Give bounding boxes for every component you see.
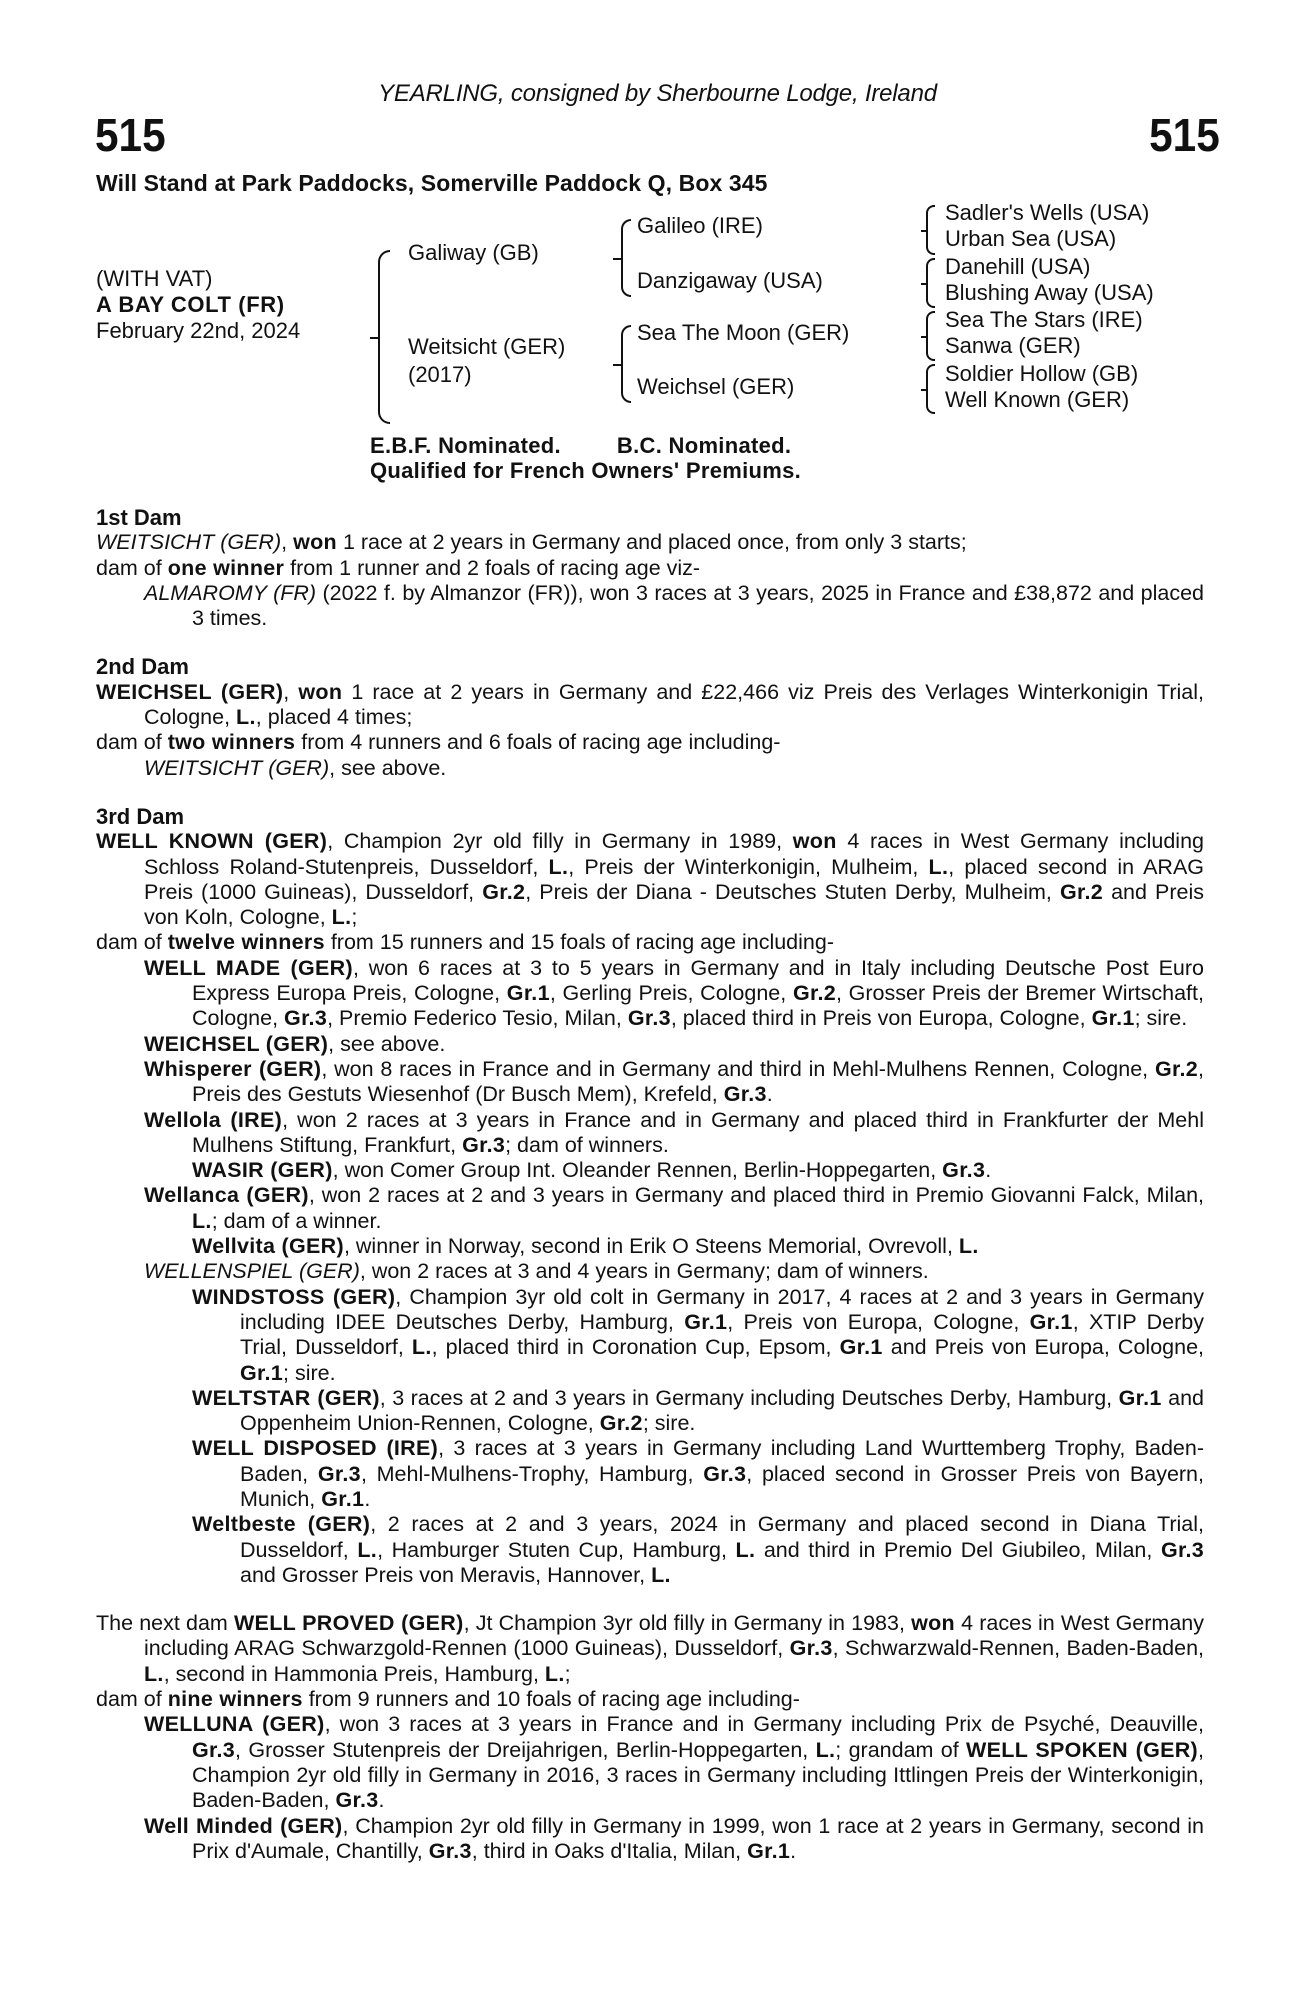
bold-text: won — [298, 679, 343, 704]
entry-text: 1 race at 2 years in Germany and £22,466 viz Preis des Verlages Winterkonigin Trial, Cologne, — [144, 679, 1204, 730]
pedigree-entry — [96, 1687, 1204, 1712]
bold-text: L. — [958, 1234, 979, 1259]
bold-text: L. — [144, 1661, 164, 1686]
bold-text: won — [911, 1611, 955, 1636]
pedigree-entry — [96, 556, 1204, 581]
entry-text: , won 8 races in France and in Germany and third in Mehl-Mulhens Rennen, Cologne, — [321, 1056, 1155, 1081]
pedigree-gen3-7: Soldier Hollow (GB) — [945, 361, 1139, 386]
entry-text: , 3 races at 3 years in Germany including Land Wurttemberg Trophy, Baden-Baden, — [240, 1436, 1204, 1486]
pedigree-dam-dam: Weichsel (GER) — [637, 374, 795, 399]
bold-text: WINDSTOSS (GER) — [192, 1284, 396, 1309]
bold-text: Gr.2 — [792, 981, 836, 1006]
bold-text: WELL SPOKEN (GER) — [966, 1737, 1199, 1762]
entry-text: , Preis des Gestuts Wiesenhof (Dr Busch Mem), Krefeld, — [192, 1056, 1204, 1107]
pedigree-entry — [96, 1512, 1204, 1588]
stand-location: Will Stand at Park Paddocks, Somerville Paddock Q, Box 345 — [96, 170, 768, 196]
entry-text: , placed third in Coronation Cup, Epsom, — [431, 1335, 840, 1360]
entry-text: , 2 races at 2 and 3 years, 2024 in Germany and placed second in Diana Trial, Dusseldorf, — [240, 1512, 1204, 1562]
entry-text: , Gerling Preis, Cologne, — [549, 981, 793, 1006]
pedigree-gen3-3: Danehill (USA) — [945, 254, 1091, 279]
pedigree-gen3-1: Sadler's Wells (USA) — [945, 200, 1150, 225]
pedigree-brace-g3-2 — [926, 258, 935, 308]
entry-text: from 4 runners and 6 foals of racing age including- — [295, 730, 781, 755]
pedigree-entry — [96, 680, 1204, 731]
pedigree-entry — [96, 1436, 1204, 1512]
bold-text: L. — [411, 1335, 432, 1360]
entry-text: , Champion 2yr old filly in Germany in 1989, — [327, 829, 793, 854]
lot-description — [96, 266, 300, 344]
bold-text: Wellvita (GER) — [192, 1234, 344, 1259]
entry-text: from 15 runners and 15 foals of racing age including- — [324, 930, 834, 955]
pedigree-entry — [96, 756, 1204, 781]
entry-text: dam of — [96, 1687, 168, 1712]
entry-text: . — [766, 1082, 773, 1107]
pedigree-brace-g3-3 — [926, 311, 935, 361]
pedigree-entry — [96, 1234, 1204, 1259]
pedigree-entry — [96, 1814, 1204, 1865]
italic-text: WEITSICHT (GER) — [96, 530, 282, 555]
italic-text: WELLENSPIEL (GER) — [144, 1259, 360, 1284]
entry-text: , won 2 races at 3 and 4 years in Germany; dam of winners. — [359, 1259, 929, 1284]
vat-note: (WITH VAT) — [96, 266, 213, 291]
foaling-date: February 22nd, 2024 — [96, 318, 301, 343]
lot-number-right: 515 — [1149, 109, 1220, 161]
entry-text: , see above. — [329, 755, 447, 780]
bold-text: Gr.3 — [627, 1006, 671, 1031]
ebf-nomination: E.B.F. Nominated. — [370, 433, 561, 458]
entry-text: . — [364, 1486, 371, 1511]
entry-text: 4 races in West Germany including Schloss Roland-Stutenpreis, Dusseldorf, — [144, 829, 1204, 879]
entry-text: , winner in Norway, second in Erik O Steens Memorial, Ovrevoll, — [343, 1234, 959, 1259]
bold-text: L. — [544, 1661, 565, 1686]
entry-text: ; sire. — [1134, 1006, 1188, 1031]
entry-text: The next dam — [96, 1611, 234, 1636]
bold-text: L. — [548, 854, 569, 879]
entry-text: ; grandam of — [835, 1737, 967, 1762]
bold-text: Gr.3 — [335, 1788, 379, 1813]
entry-text: , Jt Champion 3yr old filly in Germany in 1983, — [463, 1611, 912, 1636]
entry-text: (2022 f. by Almanzor (FR)), won 3 races at 3 years, 2025 in France and £38,872 and placed 3 times. — [192, 580, 1204, 631]
pedigree-brace-sire — [621, 219, 631, 297]
bold-text: WELL MADE (GER) — [144, 955, 353, 980]
entry-text: dam of — [96, 930, 168, 955]
pedigree-entry — [96, 1183, 1204, 1234]
entry-text: , Champion 3yr old colt in Germany in 2017, 4 races at 2 and 3 years in Germany including IDEE Deutsches Derby, Hamburg, — [240, 1284, 1204, 1334]
section-spacer — [96, 781, 1204, 804]
pedigree-brace-g3-1 — [926, 205, 935, 255]
pedigree-entry — [96, 530, 1204, 555]
pedigree-dam-year: (2017) — [408, 362, 472, 387]
pedigree-gen3-2: Urban Sea (USA) — [945, 226, 1117, 251]
bold-text: Gr.1 — [506, 981, 550, 1006]
pedigree-gen3-6: Sanwa (GER) — [945, 333, 1081, 358]
pedigree-dam: Weitsicht (GER) — [408, 334, 566, 359]
entry-text: ; — [564, 1661, 571, 1686]
bold-text: WELL PROVED (GER) — [233, 1611, 464, 1636]
entry-text: , Champion 2yr old filly in Germany in 1999, won 1 race at 2 years in Germany, second in Prix d'Aumale, Chantilly, — [192, 1813, 1204, 1863]
entry-text: , placed second in Grosser Preis von Bayern, Munich, — [240, 1461, 1204, 1511]
bold-text: Gr.3 — [317, 1461, 361, 1486]
bc-nomination: B.C. Nominated. — [616, 433, 792, 458]
bold-text: Wellola (IRE) — [144, 1107, 283, 1132]
bold-text: Gr.1 — [321, 1486, 365, 1511]
pedigree-brace-main — [378, 250, 390, 424]
bold-text: Gr.2 — [1059, 879, 1103, 904]
pedigree-entry — [96, 1032, 1204, 1057]
entry-text: , Preis der Diana - Deutsches Stuten Derby, Mulheim, — [525, 879, 1060, 904]
entry-text: , 3 races at 2 and 3 years in Germany including Deutsches Derby, Hamburg, — [379, 1385, 1119, 1410]
bold-text: Well Minded (GER) — [144, 1813, 343, 1838]
pedigree-brace-g3-4 — [926, 364, 935, 414]
section-spacer — [96, 631, 1204, 654]
bold-text: WELTSTAR (GER) — [192, 1385, 380, 1410]
entry-text: , Grosser Stutenpreis der Dreijahrigen, Berlin-Hoppegarten, — [235, 1737, 816, 1762]
entry-text: , Schwarzwald-Rennen, Baden-Baden, — [832, 1636, 1204, 1661]
entry-text: , won 2 races at 3 years in France and in Germany and placed third in Frankfurter der Mehl Mulhens Stiftung, Frankfurt, — [192, 1107, 1204, 1157]
bold-text: L. — [357, 1537, 378, 1562]
bold-text: Gr.3 — [284, 1006, 328, 1031]
pedigree-entry — [96, 1158, 1204, 1183]
bold-text: WELL DISPOSED (IRE) — [192, 1436, 439, 1461]
italic-text: WEITSICHT (GER) — [144, 755, 330, 780]
bold-text: Gr.2 — [599, 1411, 643, 1436]
pedigree-gen3-8: Well Known (GER) — [945, 387, 1130, 412]
bold-text: WASIR (GER) — [192, 1158, 333, 1183]
lot-number-left: 515 — [95, 109, 166, 161]
entry-text: dam of — [96, 555, 168, 580]
entry-text: 4 races in West Germany including ARAG Schwarzgold-Rennen (1000 Guineas), Dusseldorf, — [144, 1611, 1204, 1661]
bold-text: Gr.1 — [747, 1838, 791, 1863]
section-heading: 2nd Dam — [96, 654, 189, 680]
entry-text: and Oppenheim Union-Rennen, Cologne, — [240, 1385, 1204, 1436]
entry-text: ; dam of a winner. — [211, 1208, 382, 1233]
entry-text: , Champion 2yr old filly in Germany in 2016, 3 races in Germany including Ittlingen Preis der Winterkonigin, Baden-Baden, — [192, 1737, 1205, 1813]
dam-section — [96, 781, 1204, 1588]
bold-text: Weltbeste (GER) — [192, 1512, 371, 1537]
entry-text: and Preis von Europa, Cologne, — [882, 1335, 1204, 1360]
pedigree-sire: Galiway (GB) — [408, 240, 539, 265]
bold-text: won — [293, 530, 337, 555]
entry-text: , won Comer Group Int. Oleander Rennen, Berlin-Hoppegarten, — [332, 1158, 943, 1183]
pedigree-entry — [96, 1386, 1204, 1437]
bold-text: Wellanca (GER) — [144, 1183, 309, 1208]
dam-section — [96, 505, 1204, 631]
entry-text: , won 6 races at 3 to 5 years in Germany and in Italy including Deutsche Post Euro Express Europa Preis, Cologne, — [192, 955, 1204, 1006]
bold-text: Gr.3 — [789, 1636, 833, 1661]
entry-text: , Grosser Preis der Bremer Wirtschaft, Cologne, — [192, 981, 1204, 1031]
entry-text: dam of — [96, 730, 168, 755]
entry-text: , won 2 races at 2 and 3 years in Germany and placed third in Premio Giovanni Falck, Milan, — [308, 1183, 1204, 1208]
bold-text: L. — [651, 1562, 671, 1587]
bold-text: L. — [815, 1737, 836, 1762]
entry-text: , XTIP Derby Trial, Dusseldorf, — [240, 1309, 1204, 1360]
entry-text: and Grosser Preis von Meravis, Hannover, — [240, 1562, 652, 1587]
bold-text: WELL KNOWN (GER) — [96, 829, 328, 854]
entry-text: , — [283, 679, 299, 704]
entry-text: ; sire. — [642, 1411, 696, 1436]
horse-name: A BAY COLT (FR) — [96, 292, 285, 317]
dam-section — [96, 1588, 1204, 1864]
entry-text: . — [985, 1158, 992, 1183]
pedigree-entry — [96, 581, 1204, 632]
pedigree-entry — [96, 930, 1204, 955]
bold-text: L. — [928, 854, 949, 879]
bold-text: Gr.3 — [723, 1082, 767, 1107]
bold-text: L. — [192, 1208, 212, 1233]
entry-text: ; dam of winners. — [505, 1132, 669, 1157]
pedigree-gen3-4: Blushing Away (USA) — [945, 280, 1154, 305]
bold-text: Gr.3 — [192, 1737, 236, 1762]
pedigree-entry — [96, 1285, 1204, 1386]
entry-text: , Hamburger Stuten Cup, Hamburg, — [377, 1537, 736, 1562]
bold-text: Gr.3 — [1160, 1537, 1205, 1562]
bold-text: Whisperer (GER) — [144, 1056, 322, 1081]
italic-text: ALMAROMY (FR) — [144, 580, 317, 605]
produce-record — [96, 505, 1204, 1864]
entry-text: . — [790, 1838, 797, 1863]
pedigree-gen3-5: Sea The Stars (IRE) — [945, 307, 1143, 332]
entry-text: from 9 runners and 10 foals of racing age including- — [302, 1687, 800, 1712]
section-heading: 3rd Dam — [96, 803, 185, 829]
pedigree-entry — [96, 829, 1204, 930]
dam-section — [96, 631, 1204, 780]
bold-text: WEICHSEL (GER) — [144, 1031, 329, 1056]
bold-text: Gr.1 — [684, 1309, 728, 1334]
pedigree-entry — [96, 1108, 1204, 1159]
pedigree-entry — [96, 1259, 1204, 1284]
entry-text: , see above. — [328, 1031, 446, 1056]
entry-text: , Mehl-Mulhens-Trophy, Hamburg, — [360, 1461, 704, 1486]
entry-text: , placed 4 times; — [255, 705, 413, 730]
entry-text: , won 3 races at 3 years in France and in Germany including Prix de Psyché, Deauville, — [324, 1712, 1204, 1737]
bold-text: Gr.1 — [240, 1360, 284, 1385]
entry-text: 1 race at 2 years in Germany and placed once, from only 3 starts; — [336, 530, 967, 555]
entry-text: , — [281, 530, 294, 555]
pedigree-dam-sire: Sea The Moon (GER) — [637, 320, 850, 345]
entry-text: . — [378, 1788, 385, 1813]
bold-text: Gr.2 — [482, 879, 526, 904]
entry-text: from 1 runner and 2 foals of racing age viz- — [284, 555, 701, 580]
pedigree-entry — [96, 1712, 1204, 1813]
entry-text: , second in Hammonia Preis, Hamburg, — [163, 1661, 545, 1686]
entry-text: ; sire. — [283, 1360, 336, 1385]
entry-text: ; — [351, 905, 358, 930]
bold-text: Gr.1 — [839, 1335, 883, 1360]
bold-text: Gr.3 — [703, 1461, 747, 1486]
bold-text: Gr.3 — [462, 1132, 506, 1157]
bold-text: two winners — [167, 730, 296, 755]
pedigree-brace-dam — [621, 325, 631, 403]
entry-text: , third in Oaks d'Italia, Milan, — [471, 1838, 748, 1863]
bold-text: Gr.1 — [1091, 1006, 1135, 1031]
bold-text: won — [792, 829, 837, 854]
pedigree-entry — [96, 956, 1204, 1032]
bold-text: twelve winners — [167, 930, 325, 955]
bold-text: Gr.1 — [1029, 1309, 1073, 1334]
entry-text: , Preis von Europa, Cologne, — [727, 1309, 1030, 1334]
bold-text: Gr.2 — [1154, 1056, 1198, 1081]
entry-text: and third in Premio Del Giubileo, Milan, — [755, 1537, 1161, 1562]
section-spacer — [96, 1588, 1204, 1611]
bold-text: nine winners — [167, 1687, 303, 1712]
pedigree-entry — [96, 1611, 1204, 1687]
pedigree-sire-sire: Galileo (IRE) — [637, 213, 763, 238]
consignor-subtitle: YEARLING, consigned by Sherbourne Lodge, Ireland — [378, 80, 937, 107]
entry-text: , Preis der Winterkonigin, Mulheim, — [568, 854, 929, 879]
french-premiums: Qualified for French Owners' Premiums. — [370, 458, 802, 483]
entry-text: , placed second in ARAG Preis (1000 Guineas), Dusseldorf, — [144, 854, 1205, 904]
bold-text: L. — [236, 705, 256, 730]
bold-text: L. — [331, 905, 352, 930]
bold-text: one winner — [167, 555, 285, 580]
bold-text: L. — [735, 1537, 756, 1562]
entry-text: , Premio Federico Tesio, Milan, — [327, 1006, 628, 1031]
bold-text: WELLUNA (GER) — [144, 1712, 325, 1737]
pedigree-entry — [96, 730, 1204, 755]
section-heading: 1st Dam — [96, 505, 182, 530]
nominations — [370, 433, 801, 483]
bold-text: WEICHSEL (GER) — [96, 679, 284, 704]
bold-text: Gr.1 — [1118, 1385, 1162, 1410]
pedigree-entry — [96, 1057, 1204, 1108]
entry-text: and Preis von Koln, Cologne, — [144, 879, 1204, 930]
bold-text: Gr.3 — [428, 1838, 472, 1863]
pedigree-sire-dam: Danzigaway (USA) — [637, 268, 823, 293]
bold-text: Gr.3 — [942, 1158, 986, 1183]
entry-text: , placed third in Preis von Europa, Cologne, — [670, 1006, 1092, 1031]
